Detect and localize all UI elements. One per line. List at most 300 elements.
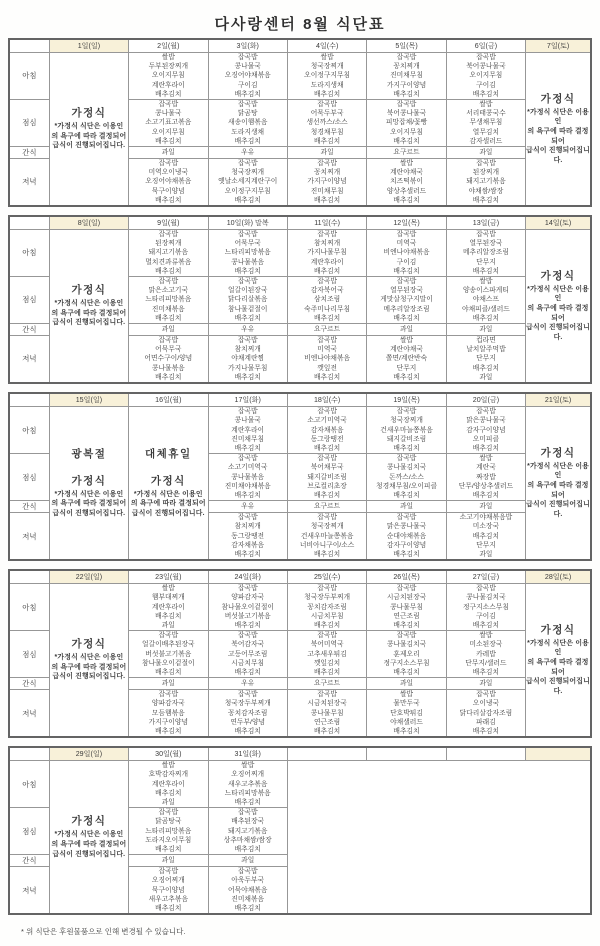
snack-cell [367, 678, 446, 690]
menu-item: 맑은콩나물국 [466, 417, 506, 425]
menu-item: 구이김 [396, 258, 417, 266]
menu-item: 단호박튀김 [390, 709, 423, 717]
menu-item: 야채계란찜 [231, 355, 265, 363]
day-header: 19일(목) [367, 393, 446, 407]
menu-item: 진미채볶음 [151, 305, 185, 313]
meal-cell [367, 690, 446, 738]
home-meal-note-line: 급식이 진행되어집니다. [52, 850, 126, 858]
home-meal-note-line: 급식이 진행되어집니다. [52, 319, 126, 327]
meal-cell [129, 867, 208, 915]
menu-item: 브로컬리초장 [307, 482, 347, 490]
menu-item: 피망잡채/꽃빵 [385, 119, 428, 127]
menu-item: 가지구이양념 [148, 718, 189, 726]
row-label: 점심 [9, 100, 49, 147]
menu-item: 잡곡밥 [237, 868, 258, 876]
day-header: 9일(월) [129, 216, 208, 230]
menu-item: 오징어야채볶음 [224, 72, 271, 80]
menu-item: 소고기미역국 [307, 417, 347, 425]
meal-cell [367, 100, 446, 147]
home-meal-note-line: 의 욕구에 따라 결정되어 [51, 840, 127, 848]
menu-item: 우유 [241, 325, 255, 333]
menu-item: 닭다리살볶음 [228, 296, 268, 304]
meal-cell [446, 584, 525, 631]
menu-item: 쌀밥 [479, 101, 493, 109]
menu-item: 단무지 [476, 258, 496, 266]
menu-item: 잡곡밥 [237, 101, 258, 109]
home-meal-label: 가정식 [540, 623, 576, 636]
meal-cell [129, 808, 208, 855]
meal-cell [129, 53, 208, 100]
menu-item: 배추김치 [155, 373, 182, 381]
menu-item: 과일 [161, 325, 175, 333]
menu-item: 돼지갈비조림 [307, 473, 347, 481]
menu-item: 계란후라이 [151, 603, 185, 611]
meal-cell [446, 100, 525, 147]
menu-item: 콩나물볶음 [231, 473, 265, 481]
menu-item: 쫄면/계란반숙 [385, 355, 428, 363]
menu-item: 잡곡밥 [237, 455, 258, 463]
menu-item: 감자구이양념 [386, 541, 427, 549]
menu-item: 참치찌개 [234, 523, 261, 531]
row-label: 점심 [9, 808, 49, 855]
meal-cell [208, 100, 287, 147]
home-meal-label: 가정식 [540, 446, 576, 459]
menu-item: 진미채무침 [390, 72, 423, 80]
menu-item: 배추김치 [234, 799, 261, 806]
menu-item: 삼치조림 [313, 296, 341, 304]
menu-item: 배추김치 [155, 137, 182, 145]
home-meal-cell [49, 230, 128, 384]
menu-item: 배추김치 [313, 491, 341, 499]
menu-item: 요구르트 [393, 148, 420, 156]
home-meal-note-line: 급식이 진행되어집니다. [526, 324, 590, 341]
menu-item: 깻잎전 [317, 364, 337, 372]
menu-item: 잡곡밥 [396, 101, 417, 109]
home-meal-note-line: 급식이 진행되어집니다. [52, 142, 126, 150]
home-meal-cell [49, 53, 128, 207]
menu-item: 잡곡밥 [158, 632, 179, 640]
menu-item: 과일 [479, 550, 493, 558]
menu-item: 잡곡밥 [158, 337, 179, 345]
menu-item: 과일 [399, 503, 414, 511]
menu-item: 꽁치감자조림 [307, 603, 347, 611]
menu-item: 돼지고기볶음 [466, 178, 506, 186]
menu-item: 어묵야채볶음 [228, 886, 268, 894]
snack-cell [287, 678, 366, 690]
menu-item: 고등어무조림 [228, 650, 268, 658]
day-header: 29일(일) [49, 747, 128, 761]
menu-item: 감자구이양념 [466, 426, 506, 434]
menu-item: 느타리피망볶음 [224, 249, 271, 257]
home-meal-label: 가정식 [71, 284, 107, 297]
menu-item: 잡곡밥 [317, 691, 337, 699]
row-label: 간식 [9, 678, 49, 690]
menu-item: 묵구이양념 [151, 187, 185, 195]
menu-item: 햄부대찌개 [151, 594, 185, 602]
menu-item: 메추리알장조림 [383, 305, 430, 313]
menu-item: 오이냉국 [472, 700, 500, 708]
home-meal-note-line: 의 욕구에 따라 결정되어 [527, 304, 589, 322]
menu-item: 청국장찌개 [390, 417, 423, 425]
menu-item: 진미채무침 [310, 187, 344, 195]
menu-item: 배추김치 [313, 314, 341, 322]
menu-item: 감자채볶음 [310, 426, 344, 434]
meal-cell [446, 454, 525, 501]
menu-item: 배추김치 [472, 314, 500, 322]
menu-item: 참나물오이겉절이 [221, 603, 274, 611]
day-header: 20일(금) [446, 393, 525, 407]
home-meal-note-line: 의 욕구에 따라 결정되어 [51, 663, 127, 671]
menu-item: 된장찌개 [155, 240, 182, 248]
home-meal-note-line: 의 욕구에 따라 결정되어 [130, 500, 206, 508]
menu-item: 무생채무침 [469, 119, 503, 127]
menu-item: 쌀밥 [399, 337, 414, 345]
home-meal-note-line: *가정식 식단은 이용인 [54, 654, 124, 662]
meal-cell [208, 277, 287, 324]
menu-item: 소고기미역국 [228, 464, 268, 472]
menu-item: 정구지소스무침 [462, 603, 509, 611]
day-header: 27일(금) [446, 570, 525, 584]
day-header: 4일(수) [287, 39, 366, 53]
home-meal-note-line: *가정식 식단은 이용인 [54, 490, 124, 498]
row-label: 저녁 [9, 867, 49, 915]
menu-item: 숙주미나리무침 [304, 305, 351, 313]
menu-item: 배추김치 [313, 444, 341, 452]
home-meal-note-line: 급식이 진행되어집니다. [526, 678, 590, 695]
meal-cell [446, 513, 525, 561]
menu-item: 우유 [241, 503, 255, 511]
menu-item: 계란국 [476, 464, 496, 472]
menu-item: 우유 [241, 680, 255, 688]
menu-item: 메추리알장조림 [462, 249, 509, 257]
menu-item: 콩나물김치국 [466, 594, 506, 602]
corner-cell [9, 393, 49, 407]
meal-cell [208, 454, 287, 501]
menu-item: 물만두국 [393, 700, 420, 708]
menu-item: 짜장밥 [476, 473, 496, 481]
menu-item: 배추김치 [393, 196, 420, 204]
menu-item: 잡곡밥 [476, 691, 496, 699]
menu-item: 청국장찌개 [310, 523, 344, 531]
day-header [367, 747, 446, 761]
corner-cell [9, 747, 49, 761]
menu-item: 동그랑땡전 [310, 435, 344, 443]
menu-item: 소고기야채볶음밥 [459, 514, 513, 522]
menu-item: 연근조림 [393, 612, 420, 620]
menu-item: 배추김치 [155, 314, 182, 322]
meal-cell [208, 407, 287, 454]
row-label: 간식 [9, 501, 49, 513]
day-header: 3일(화) [208, 39, 287, 53]
menu-item: 잡곡밥 [158, 231, 179, 239]
menu-item: 잡곡밥 [476, 160, 496, 168]
meal-cell [446, 336, 525, 384]
meal-cell [208, 690, 287, 738]
home-meal-cell [129, 407, 208, 561]
menu-item: 얼갈이된장국 [228, 287, 268, 295]
menu-item: 배추김치 [234, 846, 261, 854]
snack-cell [129, 147, 208, 159]
menu-item: 진미채야채볶음 [224, 482, 271, 490]
snack-cell [129, 324, 208, 336]
day-header: 16일(월) [129, 393, 208, 407]
meal-cell [287, 407, 366, 454]
menu-item: 콩나물김치국 [386, 464, 427, 472]
menu-item: 배추김치 [313, 727, 341, 735]
menu-item: 잡곡밥 [317, 101, 337, 109]
row-label: 간식 [9, 147, 49, 159]
menu-item: 청경채무침/오이피클 [376, 482, 438, 490]
menu-item: 아욱두부국 [231, 877, 265, 885]
meal-cell [367, 336, 446, 384]
day-header: 11일(수) [287, 216, 366, 230]
menu-item: 콩나물국 [234, 63, 261, 71]
menu-item: 모듬햄볶음 [151, 709, 185, 717]
menu-item: 과일 [161, 621, 175, 629]
menu-item: 배추김치 [393, 727, 420, 735]
menu-item: 오징어야채볶음 [145, 178, 192, 186]
menu-item: 배추김치 [393, 267, 420, 275]
menu-item: 배추김치 [313, 621, 341, 629]
menu-item: 청경채무침 [310, 128, 344, 136]
meal-cell [287, 277, 366, 324]
meal-cell [367, 53, 446, 100]
menu-item: 느타리피망볶음 [145, 827, 192, 835]
menu-item: 과일 [479, 503, 493, 511]
meal-cell [129, 336, 208, 384]
menu-item: 서리태콩국수 [466, 110, 506, 118]
menu-item: 배추김치 [234, 314, 261, 322]
menu-item: 생선까스/소스 [306, 119, 348, 127]
menu-item: 정구지소스무침 [383, 659, 430, 667]
menu-item: 과일 [161, 857, 175, 865]
snack-cell [208, 855, 287, 867]
menu-item: 미역국 [317, 346, 337, 354]
menu-item: 미역오이냉국 [148, 169, 189, 177]
menu-item: 단무/양상추샐러드 [458, 482, 514, 490]
menu-item: 배추김치 [313, 267, 341, 275]
menu-item: 배추된장국 [231, 818, 265, 826]
day-header: 1일(일) [49, 39, 128, 53]
menu-item: 잡곡밥 [237, 408, 258, 416]
menu-item: 계란야채국 [390, 169, 423, 177]
menu-item: 잡곡밥 [396, 231, 417, 239]
snack-cell [287, 324, 366, 336]
menu-item: 배추김치 [472, 364, 500, 372]
menu-item: 참치찌개 [234, 346, 261, 354]
menu-item: 잡곡밥 [237, 337, 258, 345]
menu-item: 맑은콩나물국 [386, 523, 427, 531]
menu-item: 잡곡밥 [396, 585, 417, 593]
menu-item: 진미채볶음 [231, 895, 265, 903]
menu-item: 배추김치 [472, 90, 500, 98]
menu-item: 돼지고기볶음 [148, 249, 189, 257]
day-header: 31일(화) [208, 747, 287, 761]
menu-item: 배추김치 [472, 727, 500, 735]
menu-item: 배추김치 [234, 621, 261, 629]
meal-cell [208, 761, 287, 808]
week-table-1 [8, 38, 592, 207]
menu-item: 닭다리살감자조림 [459, 709, 513, 717]
menu-item: 닭곰탕국 [155, 818, 182, 826]
menu-item: 콩나물국 [234, 417, 261, 425]
menu-item: 어면수구이/양념 [144, 355, 193, 363]
menu-item: 배추김치 [234, 668, 261, 676]
menu-item: 오징어찌개 [151, 877, 185, 885]
home-meal-note-line: 급식이 진행되어집니다. [52, 509, 126, 517]
menu-item: 감자북어국 [310, 287, 344, 295]
menu-item: 미소된장국 [469, 641, 503, 649]
meal-cell [129, 690, 208, 738]
menu-item: 건새우마늘쫑볶음 [380, 426, 433, 434]
menu-item: 과일 [399, 325, 414, 333]
snack-cell [287, 147, 366, 159]
menu-item: 요구르트 [313, 503, 341, 511]
menu-item: 양송이스파게티 [462, 287, 509, 295]
menu-item: 오이지무침 [151, 72, 185, 80]
home-meal-note-line: *가정식 식단은 이용인 [527, 285, 590, 303]
menu-item: 잡곡밥 [317, 585, 337, 593]
home-meal-note-line: *가정식 식단은 이용인 [54, 300, 124, 308]
meal-cell [287, 690, 366, 738]
home-meal-label: 가정식 [71, 815, 107, 828]
menu-item: 콩나물볶음 [151, 364, 185, 372]
row-label: 점심 [9, 277, 49, 324]
menu-item: 도라지생채 [310, 81, 344, 89]
menu-item: 과일 [479, 373, 493, 381]
week-table-4 [8, 569, 592, 738]
menu-item: 배추김치 [155, 789, 182, 797]
meal-cell [129, 631, 208, 678]
meal-cell [208, 584, 287, 631]
menu-item: 동그랑땡전 [231, 532, 265, 540]
home-meal-cell [526, 407, 591, 561]
menu-item: 파래김 [476, 718, 496, 726]
meal-cell [129, 761, 208, 808]
menu-item: 훈제오리 [393, 650, 420, 658]
menu-item: 요구르트 [313, 680, 341, 688]
menu-item: 배추김치 [393, 90, 420, 98]
menu-item: 잡곡밥 [396, 514, 417, 522]
menu-item: 비엔나야채볶음 [304, 355, 351, 363]
menu-item: 느타리피망볶음 [224, 789, 271, 797]
menu-item: 잡곡밥 [476, 231, 496, 239]
meal-cell [446, 631, 525, 678]
home-meal-note-line: 의 욕구에 따라 결정되어 [527, 482, 589, 499]
meal-cell [367, 584, 446, 631]
menu-item: 쌀밥 [161, 762, 175, 770]
snack-cell [367, 324, 446, 336]
menu-item: 잡곡밥 [237, 278, 258, 286]
menu-item: 도라지오이무침 [145, 836, 192, 844]
menu-item: 쌀밥 [479, 455, 493, 463]
meal-cell [367, 513, 446, 561]
menu-item: 배추김치 [155, 267, 182, 275]
meal-cell [446, 277, 525, 324]
menu-item: 과일 [479, 680, 493, 688]
menu-item: 배추김치 [393, 621, 420, 629]
home-meal-cell [49, 761, 128, 915]
menu-item: 시금치된장국 [307, 700, 347, 708]
menu-item: 새송이햄볶음 [228, 119, 268, 127]
menu-item: 도라지생채 [231, 128, 265, 136]
menu-item: 계란후라이 [151, 81, 185, 89]
menu-item: 과일 [320, 148, 334, 156]
day-header: 28일(토) [526, 570, 591, 584]
menu-item: 배추김치 [393, 444, 420, 452]
menu-item: 북어콩나물국 [466, 63, 506, 71]
menu-item: 야채피클/샐러드 [462, 305, 510, 313]
meal-cell [287, 53, 366, 100]
home-meal-note-line: 급식이 진행되어집니다. [131, 509, 205, 517]
snack-cell [446, 501, 525, 513]
meal-cell [208, 159, 287, 207]
menu-item: 배추김치 [234, 90, 261, 98]
home-meal-note-line: 의 욕구에 따라 결정되어 [51, 132, 127, 140]
menu-item: 야채쌈/쌈장 [468, 187, 504, 195]
menu-item: 배추김치 [155, 196, 182, 204]
meal-cell [446, 230, 525, 277]
meal-cell [129, 277, 208, 324]
menu-item: 계란야채국 [390, 346, 423, 354]
menu-item: 쌀밥 [399, 691, 414, 699]
day-header [287, 747, 366, 761]
day-header: 5일(목) [367, 39, 446, 53]
menu-item: 야채스프 [472, 296, 500, 304]
menu-item: 콩나물무침 [390, 603, 423, 611]
row-label: 아침 [9, 407, 49, 454]
menu-item: 돼지갈비조림 [386, 435, 427, 443]
menu-item: 잡곡밥 [476, 54, 496, 61]
menu-item: 과일 [399, 680, 414, 688]
meal-cell [367, 230, 446, 277]
menu-item: 구이김 [476, 81, 496, 89]
menu-item: 계란후라이 [231, 426, 265, 434]
menu-item: 오이지무침 [151, 128, 185, 136]
meal-cell [446, 159, 525, 207]
menu-item: 오이지무침 [390, 128, 423, 136]
menu-item: 호박감자찌개 [148, 771, 189, 779]
menu-item: 북어채무국 [310, 464, 344, 472]
menu-item: 청국장찌개 [231, 169, 265, 177]
menu-item: 잡곡밥 [396, 408, 417, 416]
row-label: 저녁 [9, 513, 49, 561]
snack-cell [208, 678, 287, 690]
snack-cell [129, 678, 208, 690]
menu-item: 북어감자국 [231, 641, 265, 649]
menu-item: 너비아니구이/소스 [299, 541, 355, 549]
menu-item: 계란후라이 [310, 258, 344, 266]
menu-item: 쌀밥 [479, 278, 493, 286]
menu-item: 새우고추볶음 [148, 895, 189, 903]
home-meal-cell [49, 584, 128, 738]
day-header: 18일(수) [287, 393, 366, 407]
snack-cell [367, 501, 446, 513]
menu-item: 잡곡밥 [158, 691, 179, 699]
row-label: 저녁 [9, 159, 49, 207]
snack-cell [208, 147, 287, 159]
meal-cell [367, 407, 446, 454]
menu-item: 배추김치 [393, 491, 420, 499]
menu-item: 잡곡밥 [158, 160, 179, 168]
menu-item: 가지나물무침 [228, 364, 268, 372]
home-meal-note-line: 의 욕구에 따라 결정되어 [527, 659, 589, 676]
menu-item: 배추김치 [313, 550, 341, 558]
menu-item: 잡곡밥 [237, 809, 258, 817]
day-header: 23일(월) [129, 570, 208, 584]
meal-cell [129, 159, 208, 207]
meal-cell [129, 230, 208, 277]
